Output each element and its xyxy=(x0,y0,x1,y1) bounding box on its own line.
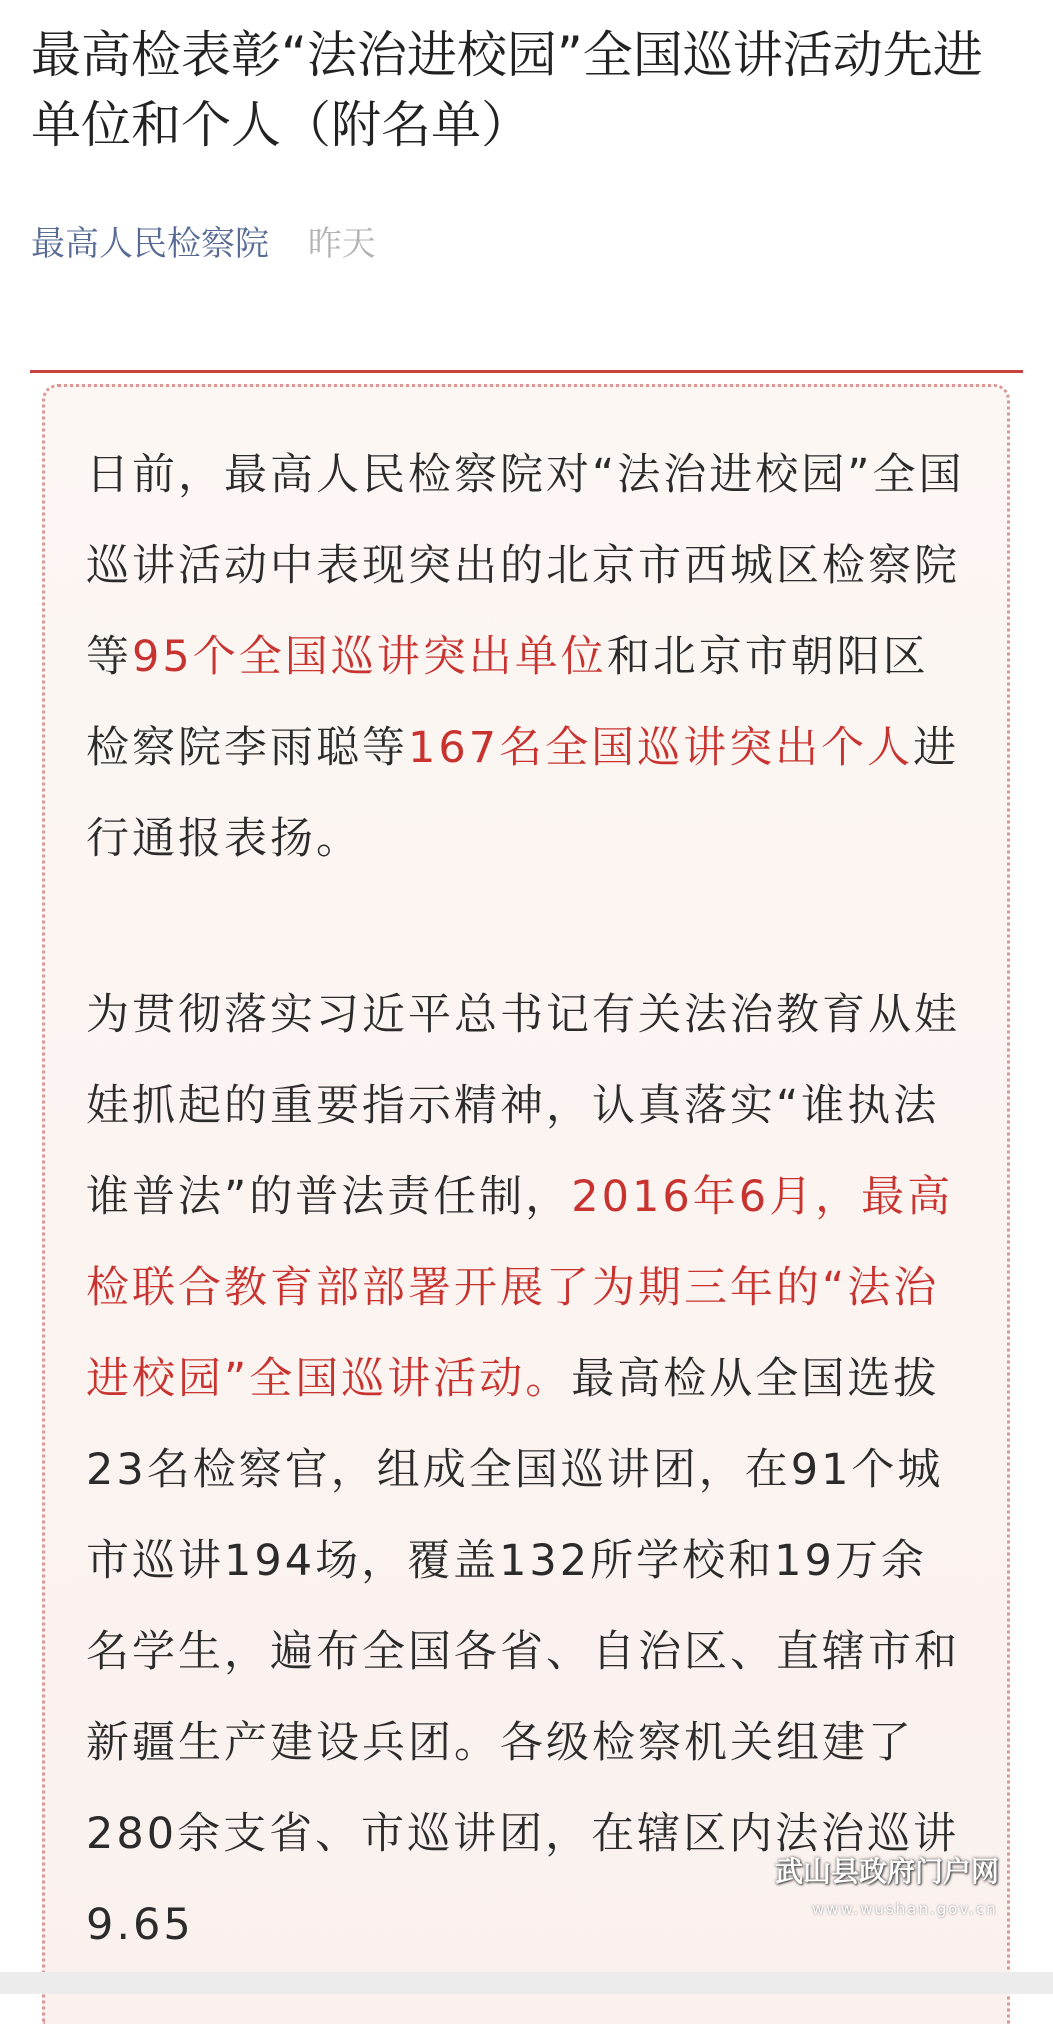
paragraph-background xyxy=(86,970,966,1971)
watermark-logo: 武山县政府门户网 xyxy=(775,1855,1000,1888)
paragraph-text: 进行通报表扬。 xyxy=(86,723,960,864)
highlight-campaign: 2016年6月，最高检联合教育部部署开展了为期三年的“法治进校园”全国巡讲活动。 xyxy=(86,1172,954,1404)
article-meta xyxy=(31,214,376,274)
highlight-individuals: 167名全国巡讲突出个人 xyxy=(408,723,914,773)
publish-date: 昨天 xyxy=(307,224,376,264)
source-account-link[interactable]: 最高人民检察院 xyxy=(31,224,269,264)
highlight-units: 95个全国巡讲突出单位 xyxy=(132,632,607,682)
paragraph-text: 日前，最高人民检察院对“法治进校园”全国巡讲活动中表现突出的北京市西城区检察院等 xyxy=(86,450,965,682)
article-title: 最高检表彰“法治进校园”全国巡讲活动先进单位和个人（附名单） xyxy=(31,26,983,154)
paragraph-text: 最高检从全国选拔23名检察官，组成全国巡讲团，在91个城市巡讲194场，覆盖132所学校和19万余名学生，遍布全国各省、自治区、直辖市和新疆生产建设兵团。各级检察机关组建了280余支省、市巡讲团，在辖区内法治巡讲9.65 xyxy=(86,1354,960,1950)
section-divider xyxy=(30,370,1023,373)
paragraph-text: 和北京市朝阳区检察院李雨聪等 xyxy=(86,632,929,773)
paragraph-text: 为贯彻落实习近平总书记有关法治教育从娃娃抓起的重要指示精神，认真落实“谁执法谁普法”的普法责任制， xyxy=(86,990,960,1222)
paragraph-intro xyxy=(86,430,966,885)
watermark-url: www.wushan.gov.cn xyxy=(812,1900,998,1918)
bottom-bar xyxy=(0,1972,1053,1994)
